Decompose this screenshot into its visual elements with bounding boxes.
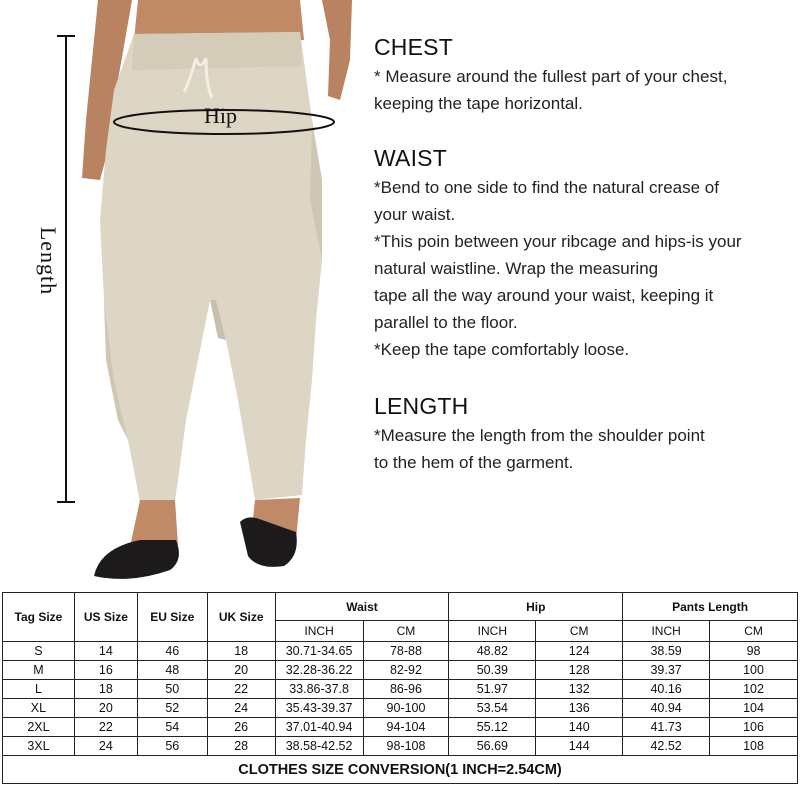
section-title: WAIST [374, 145, 447, 171]
table-cell: 46 [137, 642, 207, 661]
table-cell: 98 [710, 642, 798, 661]
table-cell: 32.28-36.22 [275, 661, 363, 680]
hip-label: Hip [204, 103, 237, 128]
section-waist [374, 145, 742, 363]
table-row [3, 642, 798, 661]
header-tag-size: Tag Size [3, 593, 75, 642]
section-line: your waist. [374, 205, 456, 224]
table-cell: 16 [74, 661, 137, 680]
header-uk-size: UK Size [207, 593, 275, 642]
table-cell: 90-100 [363, 699, 449, 718]
table-row [3, 699, 798, 718]
size-chart-table [2, 592, 798, 784]
table-cell: 24 [74, 737, 137, 756]
section-line: parallel to the floor. [374, 313, 518, 332]
section-line: tape all the way around your waist, keeping it [374, 286, 714, 305]
header-hip: Hip [449, 593, 623, 621]
unit-header: CM [363, 621, 449, 642]
table-cell: S [3, 642, 75, 661]
table-cell: 20 [74, 699, 137, 718]
table-cell: 18 [74, 680, 137, 699]
table-cell: 22 [74, 718, 137, 737]
table-cell: 94-104 [363, 718, 449, 737]
table-cell: 22 [207, 680, 275, 699]
table-cell: 38.59 [623, 642, 710, 661]
table-cell: 54 [137, 718, 207, 737]
table-cell: 144 [536, 737, 623, 756]
unit-header: CM [710, 621, 798, 642]
section-length [374, 393, 705, 476]
section-title: CHEST [374, 34, 453, 60]
length-label: Length [36, 226, 61, 296]
table-cell: 104 [710, 699, 798, 718]
table-cell: 108 [710, 737, 798, 756]
table-cell: 136 [536, 699, 623, 718]
table-cell: 18 [207, 642, 275, 661]
section-line: *Bend to one side to find the natural crease of [374, 178, 719, 197]
table-cell: 14 [74, 642, 137, 661]
table-cell: 106 [710, 718, 798, 737]
table-cell: 86-96 [363, 680, 449, 699]
table-cell: 2XL [3, 718, 75, 737]
table-cell: M [3, 661, 75, 680]
section-line: *This poin between your ribcage and hips-is your [374, 232, 742, 251]
table-cell: 40.94 [623, 699, 710, 718]
table-cell: 26 [207, 718, 275, 737]
unit-header: INCH [449, 621, 536, 642]
table-cell: 56 [137, 737, 207, 756]
unit-header: INCH [275, 621, 363, 642]
table-cell: 53.54 [449, 699, 536, 718]
table-cell: 51.97 [449, 680, 536, 699]
table-cell: 132 [536, 680, 623, 699]
table-cell: 124 [536, 642, 623, 661]
table-cell: 48.82 [449, 642, 536, 661]
section-chest [374, 34, 727, 117]
table-cell: 56.69 [449, 737, 536, 756]
table-cell: 100 [710, 661, 798, 680]
section-line: *Measure the length from the shoulder point [374, 426, 705, 445]
table-row [3, 718, 798, 737]
section-line: keeping the tape horizontal. [374, 94, 583, 113]
table-cell: 78-88 [363, 642, 449, 661]
table-cell: 50.39 [449, 661, 536, 680]
unit-header: CM [536, 621, 623, 642]
table-cell: 102 [710, 680, 798, 699]
section-line: natural waistline. Wrap the measuring [374, 259, 659, 278]
table-cell: 24 [207, 699, 275, 718]
table-row [3, 680, 798, 699]
table-cell: 52 [137, 699, 207, 718]
table-cell: 42.52 [623, 737, 710, 756]
table-cell: XL [3, 699, 75, 718]
section-title: LENGTH [374, 393, 469, 419]
table-cell: 41.73 [623, 718, 710, 737]
table-cell: 98-108 [363, 737, 449, 756]
table-cell: 30.71-34.65 [275, 642, 363, 661]
table-cell: 128 [536, 661, 623, 680]
section-line: * Measure around the fullest part of your chest, [374, 67, 728, 86]
table-cell: 39.37 [623, 661, 710, 680]
table-cell: 20 [207, 661, 275, 680]
table-cell: 33.86-37.8 [275, 680, 363, 699]
table-cell: 38.58-42.52 [275, 737, 363, 756]
header-eu-size: EU Size [137, 593, 207, 642]
section-line: *Keep the tape comfortably loose. [374, 340, 630, 359]
table-row [3, 661, 798, 680]
section-line: to the hem of the garment. [374, 453, 574, 472]
unit-header: INCH [623, 621, 710, 642]
table-cell: 3XL [3, 737, 75, 756]
waistband [132, 32, 302, 70]
header-pants-length: Pants Length [623, 593, 798, 621]
table-cell: 37.01-40.94 [275, 718, 363, 737]
table-row [3, 737, 798, 756]
table-cell: 140 [536, 718, 623, 737]
table-cell: 48 [137, 661, 207, 680]
table-cell: 40.16 [623, 680, 710, 699]
table-cell: 55.12 [449, 718, 536, 737]
table-cell: 50 [137, 680, 207, 699]
table-cell: L [3, 680, 75, 699]
table-cell: 82-92 [363, 661, 449, 680]
conversion-footer: CLOTHES SIZE CONVERSION(1 INCH=2.54CM) [3, 756, 798, 784]
header-waist: Waist [275, 593, 449, 621]
table-cell: 35.43-39.37 [275, 699, 363, 718]
table-cell: 28 [207, 737, 275, 756]
header-us-size: US Size [74, 593, 137, 642]
